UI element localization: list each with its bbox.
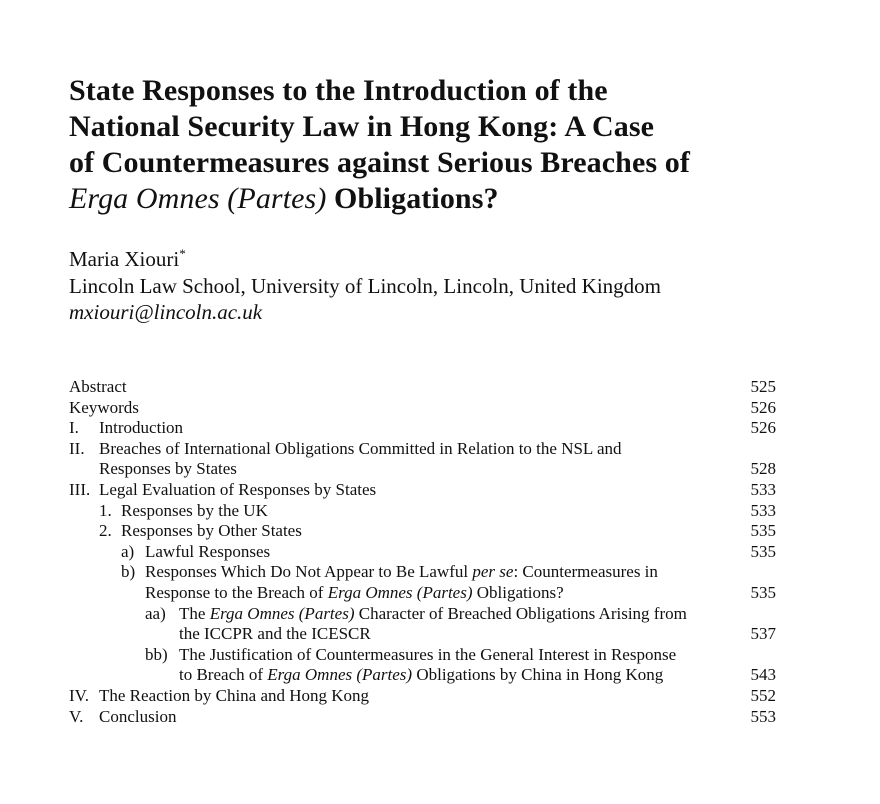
toc-page: 526 bbox=[750, 418, 776, 438]
toc-page: 535 bbox=[750, 582, 776, 602]
toc-number: I. bbox=[69, 418, 79, 438]
toc-entry-abstract[interactable] bbox=[69, 377, 776, 398]
toc-label-line-1: The Justification of Countermeasures in the General Interest in Response bbox=[179, 644, 677, 664]
toc-label: Responses by the UK bbox=[121, 500, 268, 520]
toc-entry-erga-omnes-character[interactable] bbox=[69, 604, 776, 645]
toc-label-italic: Erga Omnes (Partes) bbox=[267, 665, 413, 685]
toc-label: Conclusion bbox=[99, 706, 177, 726]
toc-number: IV. bbox=[69, 685, 89, 705]
toc-page: 537 bbox=[750, 624, 776, 644]
toc-entry-responses-uk[interactable] bbox=[69, 501, 776, 522]
title-line-2: National Security Law in Hong Kong: A Case bbox=[69, 110, 655, 143]
toc-label-line-2: the ICCPR and the ICESCR bbox=[179, 624, 371, 644]
toc-number: 2. bbox=[99, 521, 112, 541]
toc-page: 533 bbox=[750, 479, 776, 499]
toc-page: 535 bbox=[750, 521, 776, 541]
title-line-4-rest: Obligations? bbox=[326, 182, 499, 215]
toc-label: Introduction bbox=[99, 418, 184, 438]
paper-title bbox=[69, 73, 829, 217]
toc-page: 543 bbox=[750, 665, 776, 685]
toc-number: III. bbox=[69, 479, 91, 499]
toc-page: 553 bbox=[750, 706, 776, 726]
toc-label: Lawful Responses bbox=[145, 541, 271, 561]
toc-page: 526 bbox=[750, 397, 776, 417]
toc-number: V. bbox=[69, 706, 84, 726]
author-affiliation: Lincoln Law School, University of Lincoln, Lincoln, United Kingdom bbox=[69, 274, 661, 298]
toc-label-line-2b: Obligations by China in Hong Kong bbox=[412, 665, 664, 685]
toc-entry-legal-evaluation[interactable] bbox=[69, 480, 776, 501]
toc-entry-reaction-china[interactable] bbox=[69, 686, 776, 707]
toc-page: 528 bbox=[750, 459, 776, 479]
toc-entry-responses-other-states[interactable] bbox=[69, 521, 776, 542]
toc-entry-countermeasures[interactable] bbox=[69, 562, 776, 603]
toc-label-line-1b: : Countermeasures in bbox=[513, 562, 658, 582]
title-italic-phrase: Erga Omnes (Partes) bbox=[69, 182, 327, 215]
toc-page: 552 bbox=[750, 685, 776, 705]
toc-page: 533 bbox=[750, 500, 776, 520]
toc-label-line-2b: Obligations? bbox=[472, 582, 564, 602]
title-line-3: of Countermeasures against Serious Breaches of bbox=[69, 146, 690, 179]
author-footnote-mark[interactable]: * bbox=[179, 246, 186, 261]
toc-entry-keywords[interactable] bbox=[69, 398, 776, 419]
title-line-1: State Responses to the Introduction of the bbox=[69, 74, 608, 107]
toc-label: Keywords bbox=[69, 397, 139, 417]
author-name-text: Maria Xiouri bbox=[69, 247, 180, 271]
toc-entry-conclusion[interactable] bbox=[69, 707, 776, 728]
toc-label-line-2a: to Breach of bbox=[179, 665, 268, 685]
toc-entry-lawful-responses[interactable] bbox=[69, 542, 776, 563]
toc-number: a) bbox=[121, 541, 135, 561]
author-email[interactable]: mxiouri@lincoln.ac.uk bbox=[69, 300, 263, 324]
toc-label: Legal Evaluation of Responses by States bbox=[99, 479, 377, 499]
toc-label-italic: per se bbox=[472, 562, 514, 582]
toc-label: The Reaction by China and Hong Kong bbox=[99, 685, 370, 705]
toc-number: II. bbox=[69, 438, 85, 458]
toc-entry-breaches[interactable] bbox=[69, 439, 776, 480]
toc-label-line-2: Responses by States bbox=[99, 459, 237, 479]
table-of-contents bbox=[69, 377, 776, 727]
toc-label-line-1a: Responses Which Do Not Appear to Be Lawful bbox=[145, 562, 473, 582]
toc-number: aa) bbox=[145, 603, 166, 623]
toc-label: Responses by Other States bbox=[121, 521, 302, 541]
toc-label-line-1a: The bbox=[179, 603, 210, 623]
toc-page: 525 bbox=[750, 377, 776, 396]
toc-number: bb) bbox=[145, 644, 168, 664]
toc-label: Abstract bbox=[69, 377, 127, 396]
toc-page: 535 bbox=[750, 541, 776, 561]
toc-entry-justification[interactable] bbox=[69, 645, 776, 686]
toc-label-line-1b: Character of Breached Obligations Arising from bbox=[354, 603, 687, 623]
toc-number: b) bbox=[121, 562, 136, 582]
toc-entry-introduction[interactable] bbox=[69, 418, 776, 439]
toc-label-line-2a: Response to the Breach of bbox=[145, 582, 328, 602]
toc-number: 1. bbox=[99, 500, 112, 520]
toc-label-line-1: Breaches of International Obligations Committed in Relation to the NSL and bbox=[99, 438, 622, 458]
toc-label-italic: Erga Omnes (Partes) bbox=[327, 582, 473, 602]
toc-label-italic: Erga Omnes (Partes) bbox=[209, 603, 355, 623]
author-name bbox=[69, 246, 186, 272]
